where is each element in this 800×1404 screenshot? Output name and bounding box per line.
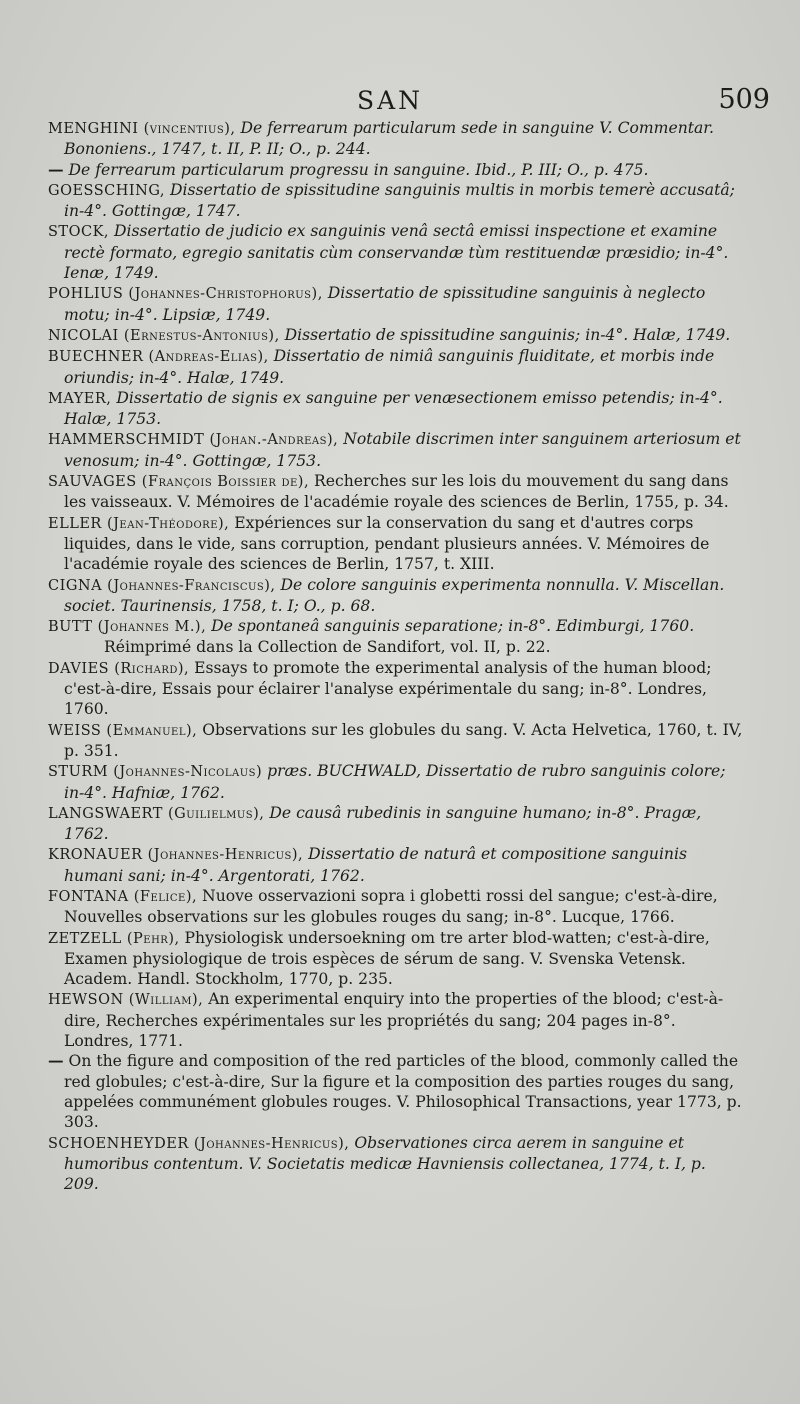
bibliography-entry xyxy=(48,761,744,803)
bibliography-entry xyxy=(48,575,744,617)
entry-text: Dissertatio de judicio ex sanguinis venâ sectâ emissi inspectione et examine rectè formato, egregio sanitatis cùm conservandæ tùm restituendæ præsidio; in-4°. Ienæ, 1749. xyxy=(64,222,729,283)
entry-text: Dissertatio de spissitudine sanguinis multis in morbis temerè accusatâ; in-4°. Gottingæ, 1747. xyxy=(64,180,735,221)
entry-author: BUECHNER (Andreas-Elias), xyxy=(48,349,269,366)
entry-text: Expériences sur la conservation du sang et d'autres corps liquides, dans le vide, sans corruption, pendant plusieurs années. V. Mémoires de l'académie royale des sciences de Berlin, 1757, t. XIII. xyxy=(64,513,710,574)
bibliography-entry xyxy=(48,803,744,845)
bibliography-entry xyxy=(48,221,744,283)
entry-author: DAVIES (Richard), xyxy=(48,660,190,677)
entry-author: GOESSCHING, xyxy=(48,182,165,199)
entry-text: Observationes circa aerem in sanguine et humoribus contentum. V. Societatis medicæ Havniensis collectanea, 1774, t. I, p. 209. xyxy=(64,1133,706,1194)
bibliography-entry xyxy=(48,325,744,346)
bibliography-entry xyxy=(48,118,744,160)
entry-author: ZETZELL (Pehr), xyxy=(48,930,180,947)
entry-author: NICOLAI (Ernestus-Antonius), xyxy=(48,327,280,344)
entry-author: ELLER (Jean-Théodore), xyxy=(48,515,230,532)
entry-text: Essays to promote the experimental analysis of the human blood; c'est-à-dire, Essais pour éclairer l'analyse expérimentale du sang; in-8°. Londres, 1760. xyxy=(64,658,712,719)
bibliography-entry xyxy=(48,471,744,513)
entry-author: FONTANA (Felice), xyxy=(48,888,198,905)
entry-author: HAMMERSCHMIDT (Johan.-Andreas), xyxy=(48,432,339,449)
entry-author: LANGSWAERT (Guilielmus), xyxy=(48,805,265,822)
entry-text: Dissertatio de nimiâ sanguinis fluiditate, et morbis inde oriundis; in-4°. Halæ, 1749. xyxy=(64,347,715,387)
entry-text: Nuove osservazioni sopra i globetti rossi del sangue; c'est-à-dire, Nouvelles observations sur les globules rouges du sang; in-8°. Lucque, 1766. xyxy=(64,886,718,927)
bibliography-entry xyxy=(48,388,744,430)
bibliography-entry xyxy=(48,989,744,1051)
bibliography-entry xyxy=(48,658,744,720)
entry-text: Notabile discrimen inter sanguinem arteriosum et venosum; in-4°. Gottingæ, 1753. xyxy=(64,430,741,470)
bibliography-entry xyxy=(48,513,744,575)
entry-author: HEWSON (William), xyxy=(48,992,204,1009)
page-number: 509 xyxy=(718,84,770,115)
entry-text: De colore sanguinis experimenta nonnulla. V. Miscellan. societ. Taurinensis, 1758, t. I; O., p. 68. xyxy=(64,575,725,615)
bibliography-entry xyxy=(48,346,744,388)
bibliography-entry xyxy=(48,160,744,180)
entry-author: WEISS (Emmanuel), xyxy=(48,722,198,739)
entry-text: Dissertatio de naturâ et compositione sanguinis humani sani; in-4°. Argentorati, 1762. xyxy=(64,845,687,885)
page-header xyxy=(40,82,770,122)
entry-author: BUTT (Johannes M.), xyxy=(48,619,207,636)
entry-author: MENGHINI (vincentius), xyxy=(48,121,236,137)
entry-author: — xyxy=(48,159,64,179)
bibliography-entry xyxy=(48,844,744,886)
entry-text: Observations sur les globules du sang. V. Acta Helvetica, 1760, t. IV, p. 351. xyxy=(64,720,743,760)
entry-author: KRONAUER (Johannes-Henricus), xyxy=(48,847,304,864)
bibliography-entry xyxy=(48,283,744,325)
bibliography-list xyxy=(48,118,744,1194)
bibliography-entry xyxy=(48,720,744,762)
entry-author: SCHOENHEYDER (Johannes-Henricus), xyxy=(48,1135,350,1152)
entry-text: De ferrearum particularum progressu in sanguine. Ibid., P. III; O., p. 475. xyxy=(63,160,649,179)
bibliography-entry xyxy=(48,1051,744,1132)
entry-author: MAYER, xyxy=(48,390,112,407)
entry-text: Dissertatio de spissitudine sanguinis; in-4°. Halæ, 1749. xyxy=(279,325,731,344)
entry-author: CIGNA (Johannes-Franciscus), xyxy=(48,577,276,594)
entry-text: Réimprimé dans la Collection de Sandifort, vol. II, p. 22. xyxy=(104,638,551,657)
entry-text: Dissertatio de spissitudine sanguinis à neglecto motu; in-4°. Lipsiæ, 1749. xyxy=(64,284,706,324)
entry-text: Recherches sur les lois du mouvement du sang dans les vaisseaux. V. Mémoires de l'académie royale des sciences de Berlin, 1755, p. 34. xyxy=(64,472,729,512)
entry-text: De spontaneâ sanguinis separatione; in-8°. Edimburgi, 1760. xyxy=(206,617,695,636)
entry-author: POHLIUS (Johannes-Christophorus), xyxy=(48,286,323,303)
entry-author: STOCK, xyxy=(48,224,110,241)
entry-text: An experimental enquiry into the properties of the blood; c'est-à-dire, Recherches expérimentales sur les propriétés du sang; 204 pages in-8°. Londres, 1771. xyxy=(64,990,724,1051)
entry-author: STURM (Johannes-Nicolaus) xyxy=(48,764,263,781)
bibliography-entry xyxy=(48,928,744,990)
entry-text: De ferrearum particularum sede in sanguine V. Commentar. Bononiens., 1747, t. II, P. II; O., p. 244. xyxy=(64,119,714,159)
entry-text: Dissertatio de signis ex sanguine per venæsectionem emisso petendis; in-4°. Halæ, 1753. xyxy=(64,388,723,429)
entry-text: De causâ rubedinis in sanguine humano; in-8°. Pragæ, 1762. xyxy=(64,803,702,844)
running-title: SAN xyxy=(356,86,424,115)
bibliography-entry xyxy=(48,1133,744,1195)
entry-text: Physiologisk undersoekning om tre arter blod-watten; c'est-à-dire, Examen physiologique de trois espèces de sérum de sang. V. Svenska Vetensk. Academ. Handl. Stockholm, 1770, p. 235. xyxy=(64,928,710,989)
bibliography-note xyxy=(48,637,744,657)
entry-text: præs. BUCHWALD, Dissertatio de rubro sanguinis colore; in-4°. Hafniæ, 1762. xyxy=(64,762,726,802)
entry-author: — xyxy=(48,1051,64,1071)
entry-text: On the figure and composition of the red particles of the blood, commonly called the red globules; c'est-à-dire, Sur la figure et la composition des parties rouges du sang, appelées communément globules rouges. V. Philosophical Transactions, year 1773, p. 303. xyxy=(63,1052,742,1132)
bibliography-entry xyxy=(48,616,744,637)
entry-author: SAUVAGES (François Boissier de), xyxy=(48,474,310,491)
bibliography-entry xyxy=(48,180,744,222)
bibliography-entry xyxy=(48,429,744,471)
bibliography-entry xyxy=(48,886,744,928)
